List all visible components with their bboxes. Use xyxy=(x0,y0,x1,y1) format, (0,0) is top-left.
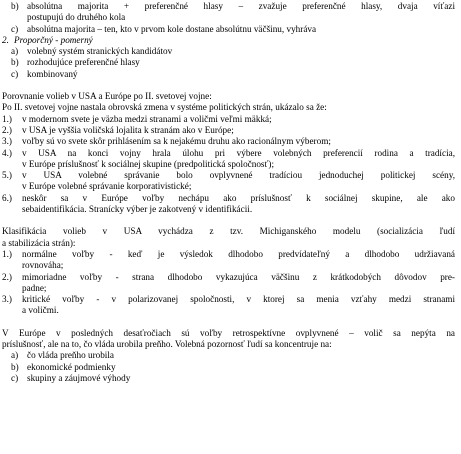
heading-marker: 2. xyxy=(2,34,9,45)
paragraph-intro: Klasifikácia volieb v USA vychádza z tzv. Michiganského modelu (socializácia ľudí xyxy=(2,226,455,237)
list-item xyxy=(2,373,455,384)
list-item xyxy=(2,170,455,181)
list-item-text-cont: a voličmi. xyxy=(22,305,59,316)
list-item-text: v USA na konci vojny hrala úlohu pri výbere volebných preferencií rodina a tradícia, xyxy=(22,147,455,158)
list-item xyxy=(2,136,455,147)
list-item xyxy=(2,249,455,260)
list-item xyxy=(2,1,455,12)
paragraph-title: Porovnanie volieb v USA a Európe po II. svetovej vojne: xyxy=(2,91,212,102)
spacer xyxy=(2,317,455,328)
list-marker: a) xyxy=(11,46,19,57)
list-marker: 3.) xyxy=(2,136,12,147)
list-item-text: rozhodujúce preferenčné hlasy xyxy=(27,57,140,68)
list-item xyxy=(2,69,455,80)
list-marker: b) xyxy=(11,1,19,11)
paragraph-intro: V Európe v posledných desaťročiach sú voľby retrospektívne ovplyvnené – volič sa nepýta na xyxy=(2,327,455,338)
list-item xyxy=(2,125,455,136)
list-item-text: absolútna majorita – ten, kto v prvom kole dostane absolútnu väčšinu, vyhráva xyxy=(27,23,317,34)
list-item-text: kombinovaný xyxy=(27,68,78,79)
list-item xyxy=(2,362,455,373)
list-item xyxy=(2,148,455,159)
list-item xyxy=(2,46,455,57)
list-marker: 5.) xyxy=(2,170,12,181)
list-marker: 2.) xyxy=(2,124,12,135)
list-item-text-cont: postupujú do druhého kola xyxy=(27,12,126,23)
list-item-text: v modernom svete je väzba medzi stranami a voličmi veľmi mäkká; xyxy=(22,113,272,124)
list-item xyxy=(2,294,455,305)
list-item xyxy=(2,350,455,361)
spacer xyxy=(2,215,455,226)
list-marker: c) xyxy=(11,68,19,79)
list-item-text: ekonomické podmienky xyxy=(27,361,116,372)
list-marker: 6.) xyxy=(2,192,12,203)
list-item xyxy=(2,272,455,283)
list-item-text: neskôr sa v Európe voľby nechápu ako príslušnosť k sociálnej skupine, ale ako xyxy=(22,192,455,203)
list-item-text: kritické voľby - v polarizovanej spoločnosti, v ktorej sa menia vzťahy medzi stranami xyxy=(22,294,455,305)
list-item-text: čo vláda preňho urobila xyxy=(27,350,114,361)
list-item-text: voľby sú vo svete skôr prihlásením sa k nejakému druhu ako racionálnym výberom; xyxy=(22,136,331,147)
section-heading xyxy=(2,35,455,46)
list-marker: c) xyxy=(11,372,19,383)
list-marker: 1.) xyxy=(2,113,12,124)
heading-text: Proporčný - pomerný xyxy=(14,34,93,45)
list-item xyxy=(2,57,455,68)
list-item xyxy=(2,193,455,204)
list-item-text-cont: padne; xyxy=(22,282,47,293)
list-marker: 2.) xyxy=(2,271,12,282)
list-marker: 4.) xyxy=(2,147,12,158)
list-marker: a) xyxy=(11,350,19,361)
list-item-text-cont: v Európe príslušnosť k sociálnej skupine (predpolitická spoločnosť); xyxy=(22,158,275,169)
list-item xyxy=(2,24,455,35)
list-item-text: v USA volebné správanie bolo ovplyvnené tradíciou jednoduchej politickej scény, xyxy=(22,170,455,181)
paragraph-intro: Po II. svetovej vojne nastala obrovská zmena v systéme politických strán, ukázalo sa že: xyxy=(2,102,327,113)
spacer xyxy=(2,80,455,91)
list-item-text-cont: v Európe volebné správanie korporativistické; xyxy=(22,181,192,192)
list-item-text: v USA je vyššia voličská lojalita k stranám ako v Európe; xyxy=(22,124,234,135)
list-item-text-cont: sebaidentifikácia. Stranícky výber je zakotvený v identifikácii. xyxy=(22,204,253,215)
list-marker: c) xyxy=(11,23,19,34)
list-item xyxy=(2,114,455,125)
list-item-text: normálne voľby - keď je výsledok dlhodobo predvídateľný a dlhodobo udržiavaná xyxy=(22,248,455,259)
paragraph-intro-cont: príslušnosť, ale na to, čo vláda urobila preňho. Volebná pozornosť ľudí sa koncentruje na: xyxy=(2,339,332,350)
paragraph-intro-cont: a stabilizácia strán): xyxy=(2,237,76,248)
list-marker: 1.) xyxy=(2,248,12,259)
list-marker: b) xyxy=(11,361,19,372)
list-item-text: mimoriadne voľby - strana dlhodobo vykazujúca väčšinu z krátkodobých dôvodov pre- xyxy=(22,271,455,282)
list-marker: 3.) xyxy=(2,294,12,305)
list-item-text: absolútna majorita + preferenčné hlasy – zvažuje preferenčné hlasy, dvaja víťazi xyxy=(27,1,455,11)
list-item-text: skupiny a záujmové výhody xyxy=(27,372,131,383)
list-marker: b) xyxy=(11,57,19,68)
list-item-text: volebný systém stranických kandidátov xyxy=(27,46,173,57)
list-item-text-cont: rovnováha; xyxy=(22,260,64,271)
